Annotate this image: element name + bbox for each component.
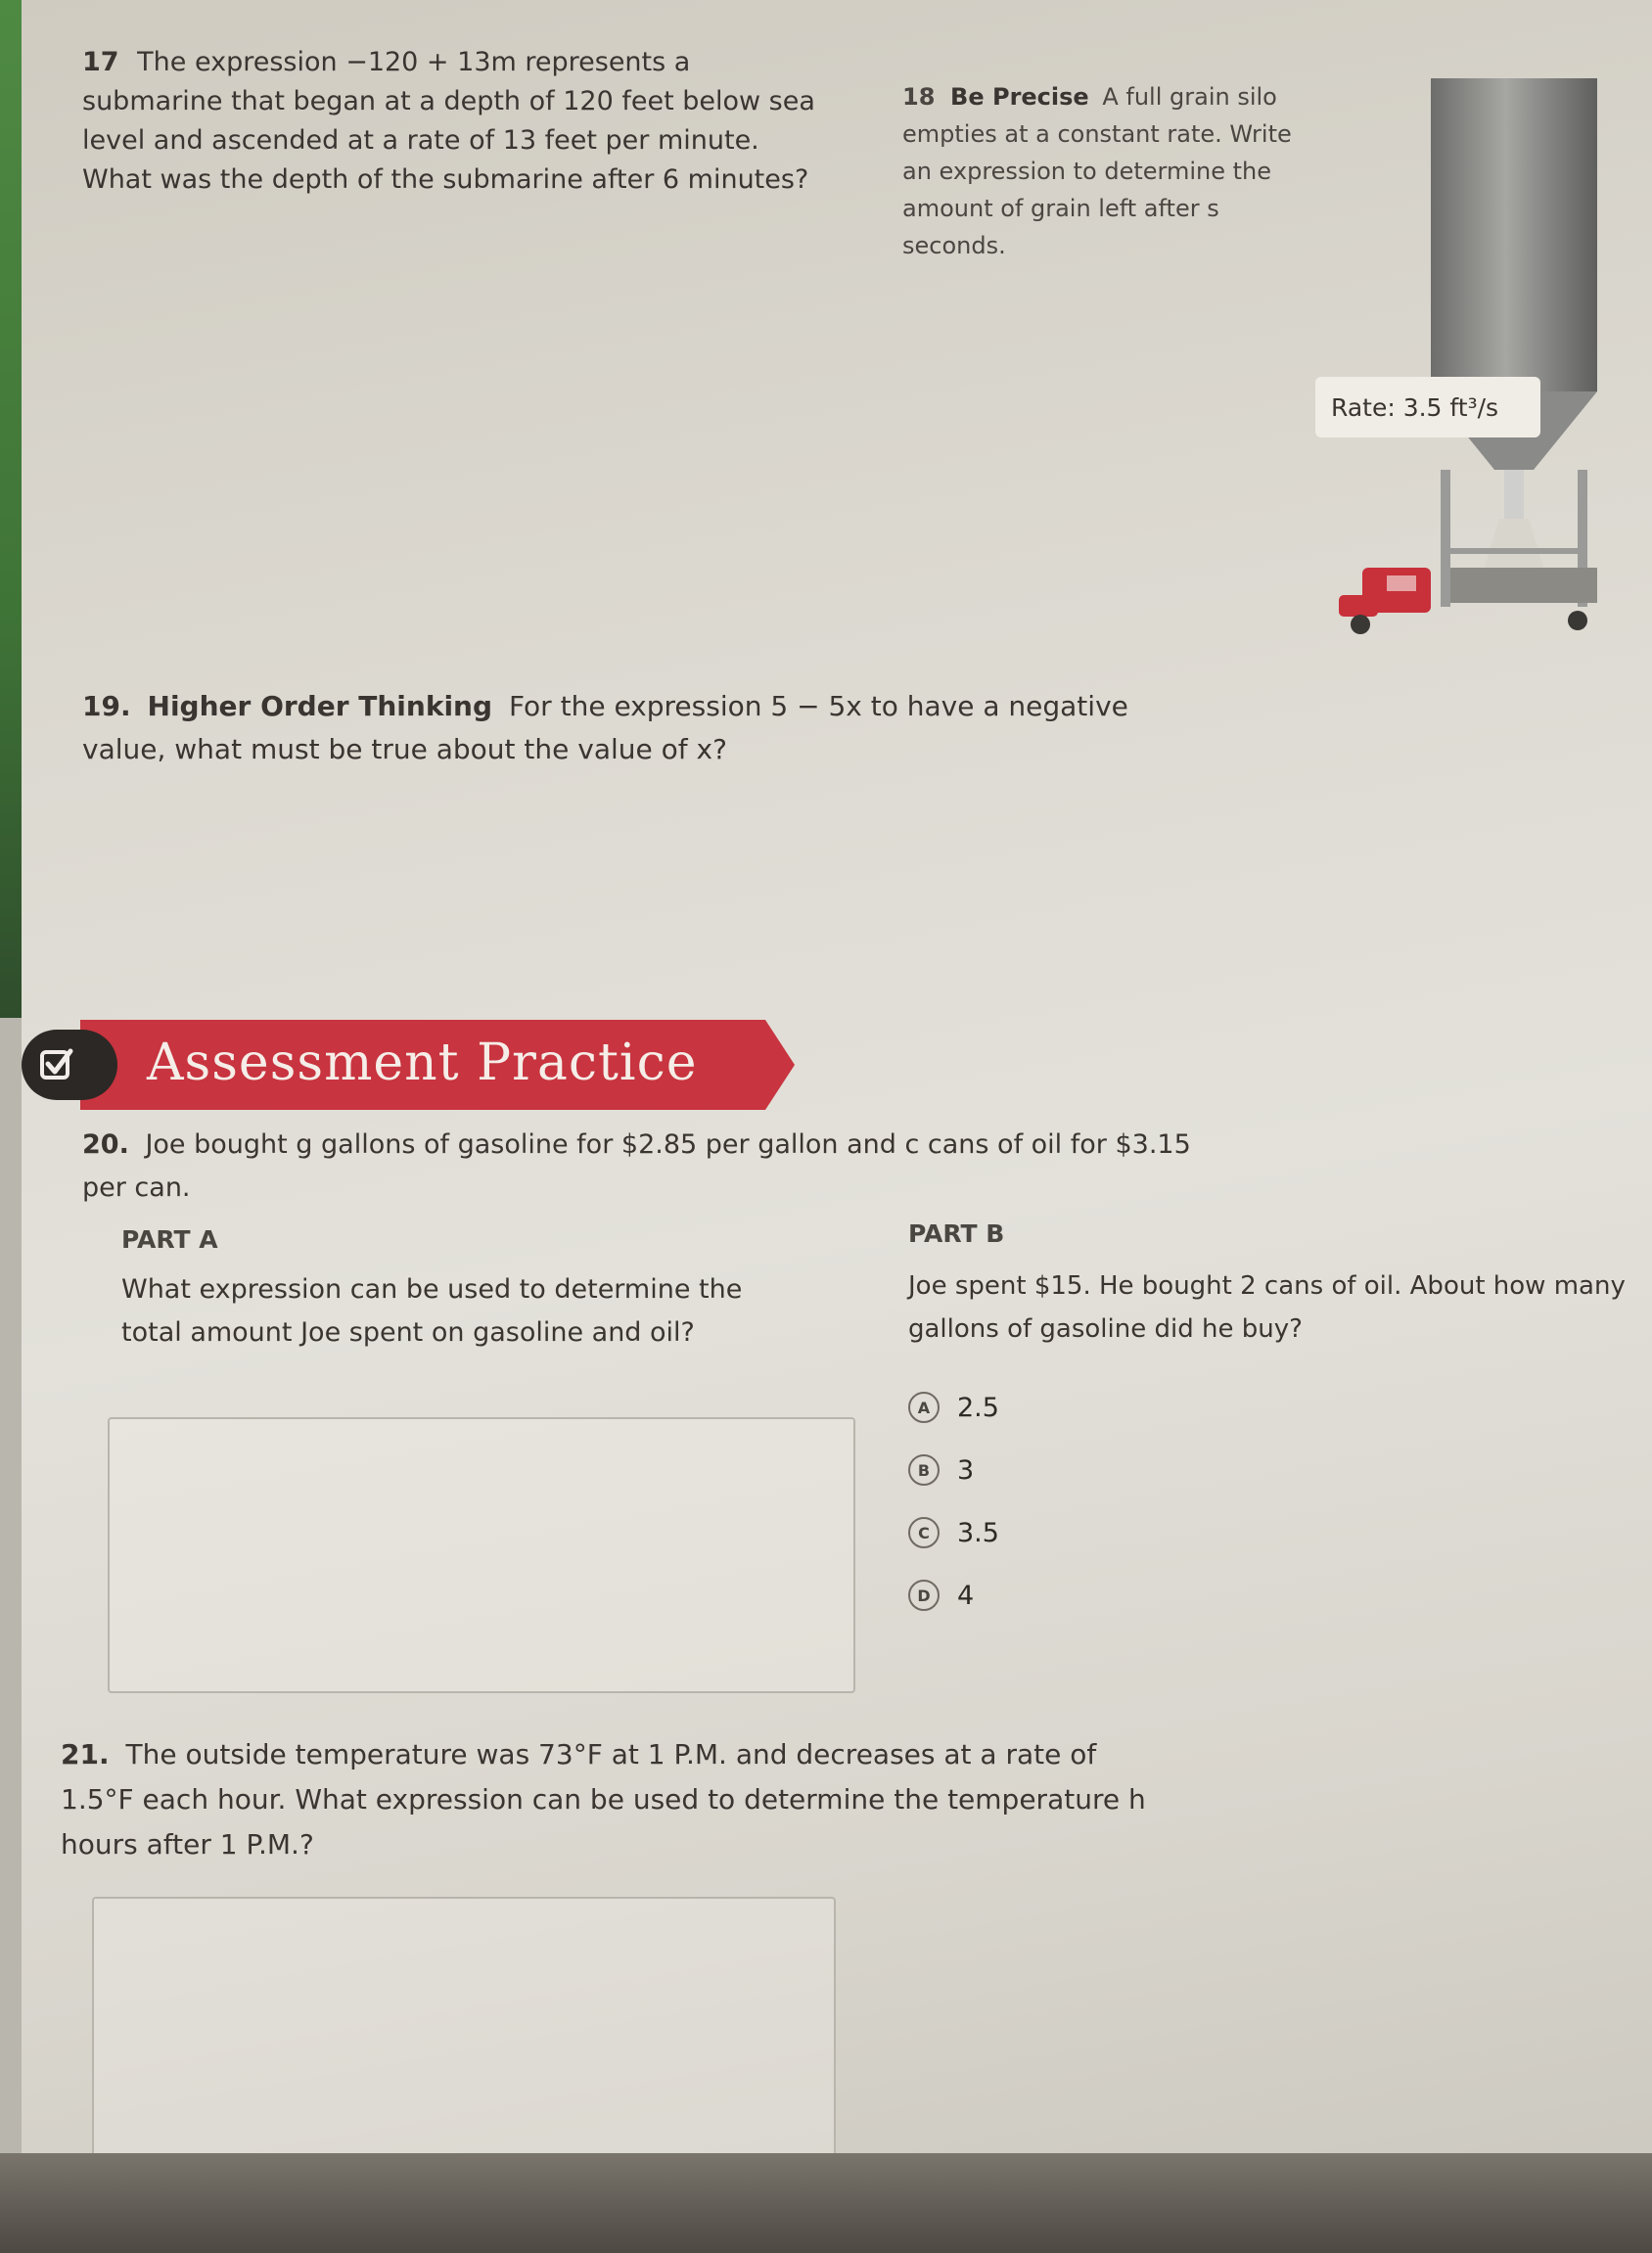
part-b-text: Joe spent $15. He bought 2 cans of oil. About how many gallons of gasoline did he buy?: [908, 1271, 1626, 1344]
question-18-title: Be Precise: [950, 83, 1089, 111]
assessment-practice-banner: [22, 1020, 795, 1110]
part-a-label: PART A: [121, 1225, 218, 1254]
question-18-number: 18: [902, 83, 936, 111]
option-c-bubble[interactable]: C: [908, 1517, 940, 1548]
question-19-number: 19.: [82, 690, 131, 722]
question-17-text: The expression −120 + 13m represents a submarine that began at a depth of 120 feet below sea level and ascended at a rate of 13 feet per minute. What was the depth of the submarine after 6 minutes?: [82, 47, 815, 195]
question-18: [902, 78, 1323, 264]
option-b-bubble[interactable]: B: [908, 1454, 940, 1486]
part-a-answer-box[interactable]: [108, 1417, 855, 1693]
part-b-options: [908, 1388, 999, 1615]
question-21: [61, 1732, 1176, 1867]
worksheet-page: [22, 0, 1652, 2212]
checkbox-check-icon: [39, 1047, 74, 1082]
question-18-text: A full grain silo empties at a constant rate. Write an expression to determine the amount of grain left after s seconds.: [902, 83, 1292, 259]
question-21-answer-box[interactable]: [92, 1897, 836, 2183]
question-20-number: 20.: [82, 1129, 129, 1160]
option-b-value: 3: [957, 1454, 975, 1486]
silo-rate-text: Rate: 3.5 ft³/s: [1331, 392, 1499, 422]
question-17: [82, 43, 826, 200]
question-20-text: Joe bought g gallons of gasoline for $2.85 per gallon and c cans of oil for $3.15 per can.: [82, 1129, 1191, 1203]
banner-badge: [22, 1030, 117, 1100]
option-c-value: 3.5: [957, 1517, 999, 1548]
option-a-value: 2.5: [957, 1392, 999, 1423]
grain-silo-illustration: [1333, 59, 1646, 636]
silo-rate-label: [1315, 377, 1540, 437]
question-19: [82, 685, 1198, 771]
banner-title: Assessment Practice: [147, 1034, 698, 1092]
question-21-text: The outside temperature was 73°F at 1 P.M. and decreases at a rate of 1.5°F each hour. What expression can be used to determine the temperature h hours after 1 P.M.?: [61, 1738, 1146, 1861]
option-c[interactable]: [908, 1513, 999, 1552]
question-19-text: For the expression 5 − 5x to have a negative value, what must be true about the value of x?: [82, 690, 1128, 765]
option-a[interactable]: [908, 1388, 999, 1427]
option-d-bubble[interactable]: D: [908, 1580, 940, 1611]
question-17-number: 17: [82, 47, 119, 77]
part-a-text: What expression can be used to determine the total amount Joe spent on gasoline and oil?: [121, 1274, 743, 1348]
option-b[interactable]: [908, 1450, 999, 1490]
option-d[interactable]: [908, 1576, 999, 1615]
question-19-title: Higher Order Thinking: [147, 690, 493, 722]
option-d-value: 4: [957, 1580, 975, 1611]
option-a-bubble[interactable]: A: [908, 1392, 940, 1423]
question-20: [82, 1124, 1198, 1210]
background-table-bottom: [0, 2153, 1652, 2253]
part-b-label: PART B: [908, 1219, 1005, 1248]
question-21-number: 21.: [61, 1738, 110, 1770]
